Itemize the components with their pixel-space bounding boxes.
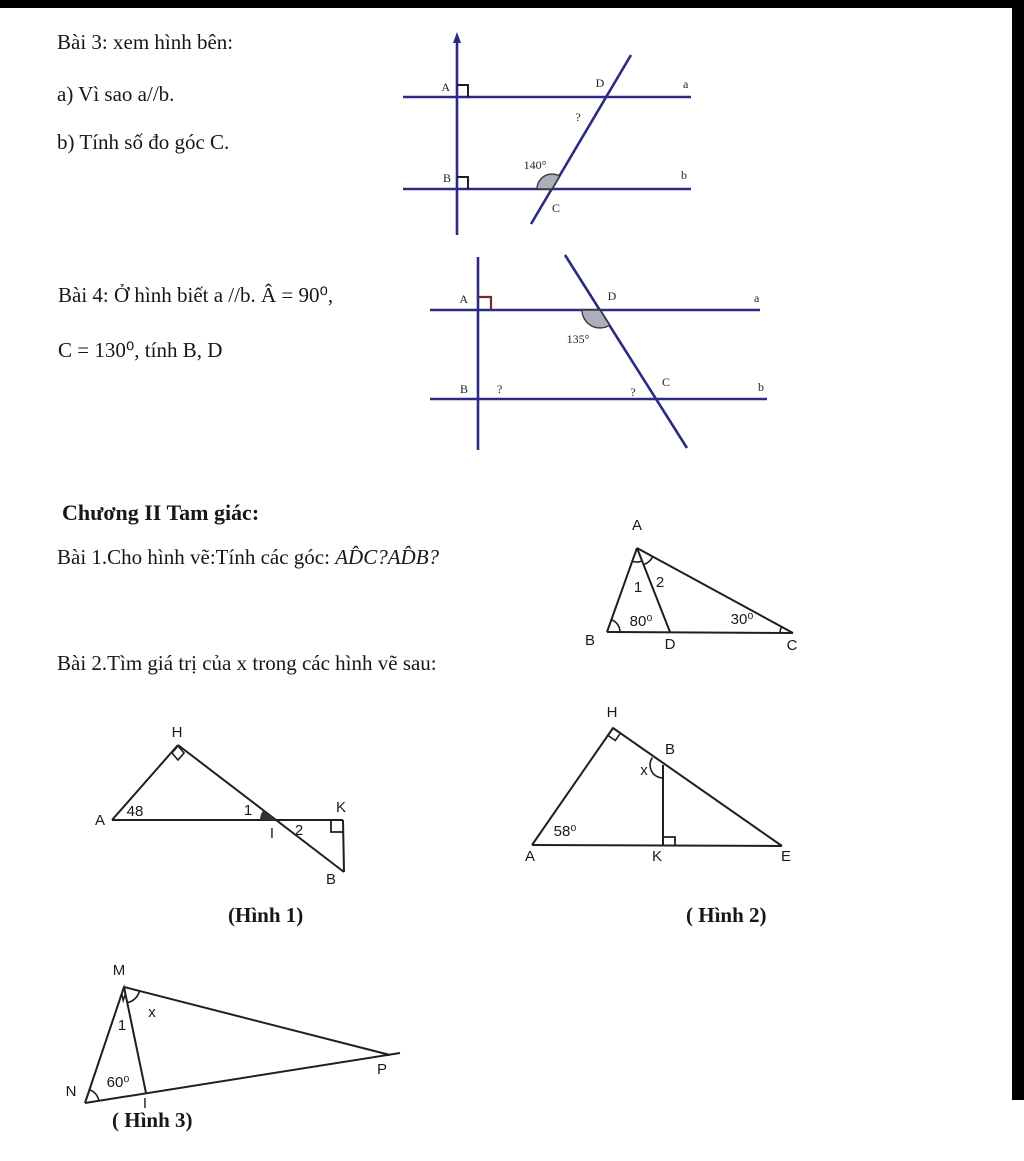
point-label-D: D: [595, 76, 605, 90]
right-angle-mark-K: [663, 837, 675, 845]
point-label-B: B: [584, 632, 596, 649]
bai4-figure: [420, 248, 770, 456]
angle-value-135: 135°: [566, 332, 590, 346]
base-BC: [607, 632, 793, 633]
question-mark-C: ?: [630, 385, 636, 399]
side-AH: [112, 745, 178, 820]
line-label-a: a: [683, 77, 689, 91]
point-label-H: H: [171, 724, 183, 741]
point-label-A: A: [441, 80, 450, 94]
right-angle-mark-K: [331, 820, 343, 832]
angle-58-label: 58⁰: [553, 823, 577, 840]
chapter2-heading: Chương II Tam giác:: [62, 500, 260, 525]
angle-x-label: x: [148, 1004, 156, 1021]
oblique-transversal-line: [565, 255, 687, 448]
hinh1-figure: [85, 715, 365, 890]
point-label-K: K: [335, 799, 347, 816]
bai3-question-a: a) Vì sao a//b.: [57, 82, 175, 106]
hinh2-figure: [505, 695, 810, 870]
point-label-C: C: [661, 375, 671, 389]
scan-top-border: [0, 0, 1024, 8]
angle2-label: 2: [294, 822, 304, 839]
point-label-B: B: [664, 741, 676, 758]
point-label-B: B: [442, 171, 451, 185]
point-label-M: M: [112, 962, 126, 979]
point-label-B: B: [325, 871, 337, 888]
bai3-figure: [395, 25, 705, 240]
line-label-b: b: [758, 380, 764, 394]
point-label-K: K: [651, 848, 663, 865]
bai1-title-math: AD̂C?AD̂B?: [335, 545, 440, 569]
angle1-label: 1: [117, 1017, 127, 1034]
point-label-H: H: [606, 704, 618, 721]
angle-80-label: 80⁰: [629, 613, 653, 630]
point-label-P: P: [376, 1061, 388, 1078]
point-label-A: A: [459, 292, 468, 306]
point-label-I: I: [142, 1095, 148, 1112]
bai3-title: Bài 3: xem hình bên:: [57, 30, 234, 54]
point-label-A: A: [94, 812, 106, 829]
hinh3-figure: [55, 955, 420, 1115]
angle-140-wedge: [537, 174, 560, 189]
point-label-I: I: [269, 825, 275, 842]
angle-30-label: 30⁰: [730, 611, 754, 628]
angle2-arc: [644, 557, 653, 565]
point-label-D: D: [607, 289, 617, 303]
point-label-A: A: [631, 517, 643, 534]
line-label-a: a: [754, 291, 760, 305]
angle-135-wedge: [582, 310, 610, 328]
angle2-label: 2: [655, 574, 665, 591]
point-label-B: B: [459, 382, 468, 396]
base-AE: [532, 845, 782, 846]
bai1-title: [57, 545, 439, 570]
point-label-C: C: [551, 201, 561, 215]
line-label-b: b: [681, 168, 687, 182]
angle1-wedge-I: [260, 810, 276, 820]
line-HB: [178, 745, 347, 872]
question-mark-B: ?: [497, 382, 503, 396]
unknown-angle-question: ?: [575, 110, 581, 124]
right-angle-mark-B: [457, 177, 468, 189]
point-label-N: N: [65, 1083, 77, 1100]
right-angle-mark-A: [478, 297, 491, 310]
angle1-label: 1: [243, 802, 253, 819]
angle-x-arc-M: [127, 991, 139, 1003]
hinh3-caption: ( Hình 3): [112, 1108, 193, 1132]
side-HE: [613, 728, 782, 846]
bai3-question-b: b) Tính số đo góc C.: [57, 130, 230, 154]
hinh2-caption: ( Hình 2): [686, 903, 767, 927]
bai4-line2: C = 130⁰, tính B, D: [58, 338, 223, 362]
angle-B-arc: [611, 620, 620, 632]
point-label-A: A: [524, 848, 536, 865]
base-NP: [85, 1053, 400, 1103]
scan-right-border: [1012, 0, 1024, 1100]
angle-60-arc-N: [90, 1090, 99, 1101]
angle-48-label: 48: [126, 803, 144, 820]
arrow-up-icon: [453, 32, 461, 43]
oblique-transversal-line: [531, 55, 631, 224]
angle1-label: 1: [633, 579, 643, 596]
segment-KB: [343, 820, 344, 872]
bai1-title-lead: Bài 1.Cho hình vẽ:Tính các góc:: [57, 545, 336, 569]
angle1-arc: [632, 561, 642, 562]
hinh1-caption: (Hình 1): [228, 903, 304, 927]
angle-value-140: 140°: [523, 158, 547, 172]
bai4-line1: Bài 4: Ở hình biết a //b. Â = 90⁰,: [58, 283, 334, 307]
point-label-C: C: [786, 637, 798, 654]
angle-x-label: x: [640, 762, 648, 779]
side-MP: [124, 987, 390, 1055]
bai2-title: Bài 2.Tìm giá trị của x trong các hình vẽ sau:: [57, 651, 437, 675]
angle-60-label: 60⁰: [106, 1074, 130, 1091]
point-label-E: E: [780, 848, 792, 865]
right-angle-mark-A: [457, 85, 468, 97]
bai1-figure: [575, 510, 815, 655]
point-label-D: D: [664, 636, 676, 653]
